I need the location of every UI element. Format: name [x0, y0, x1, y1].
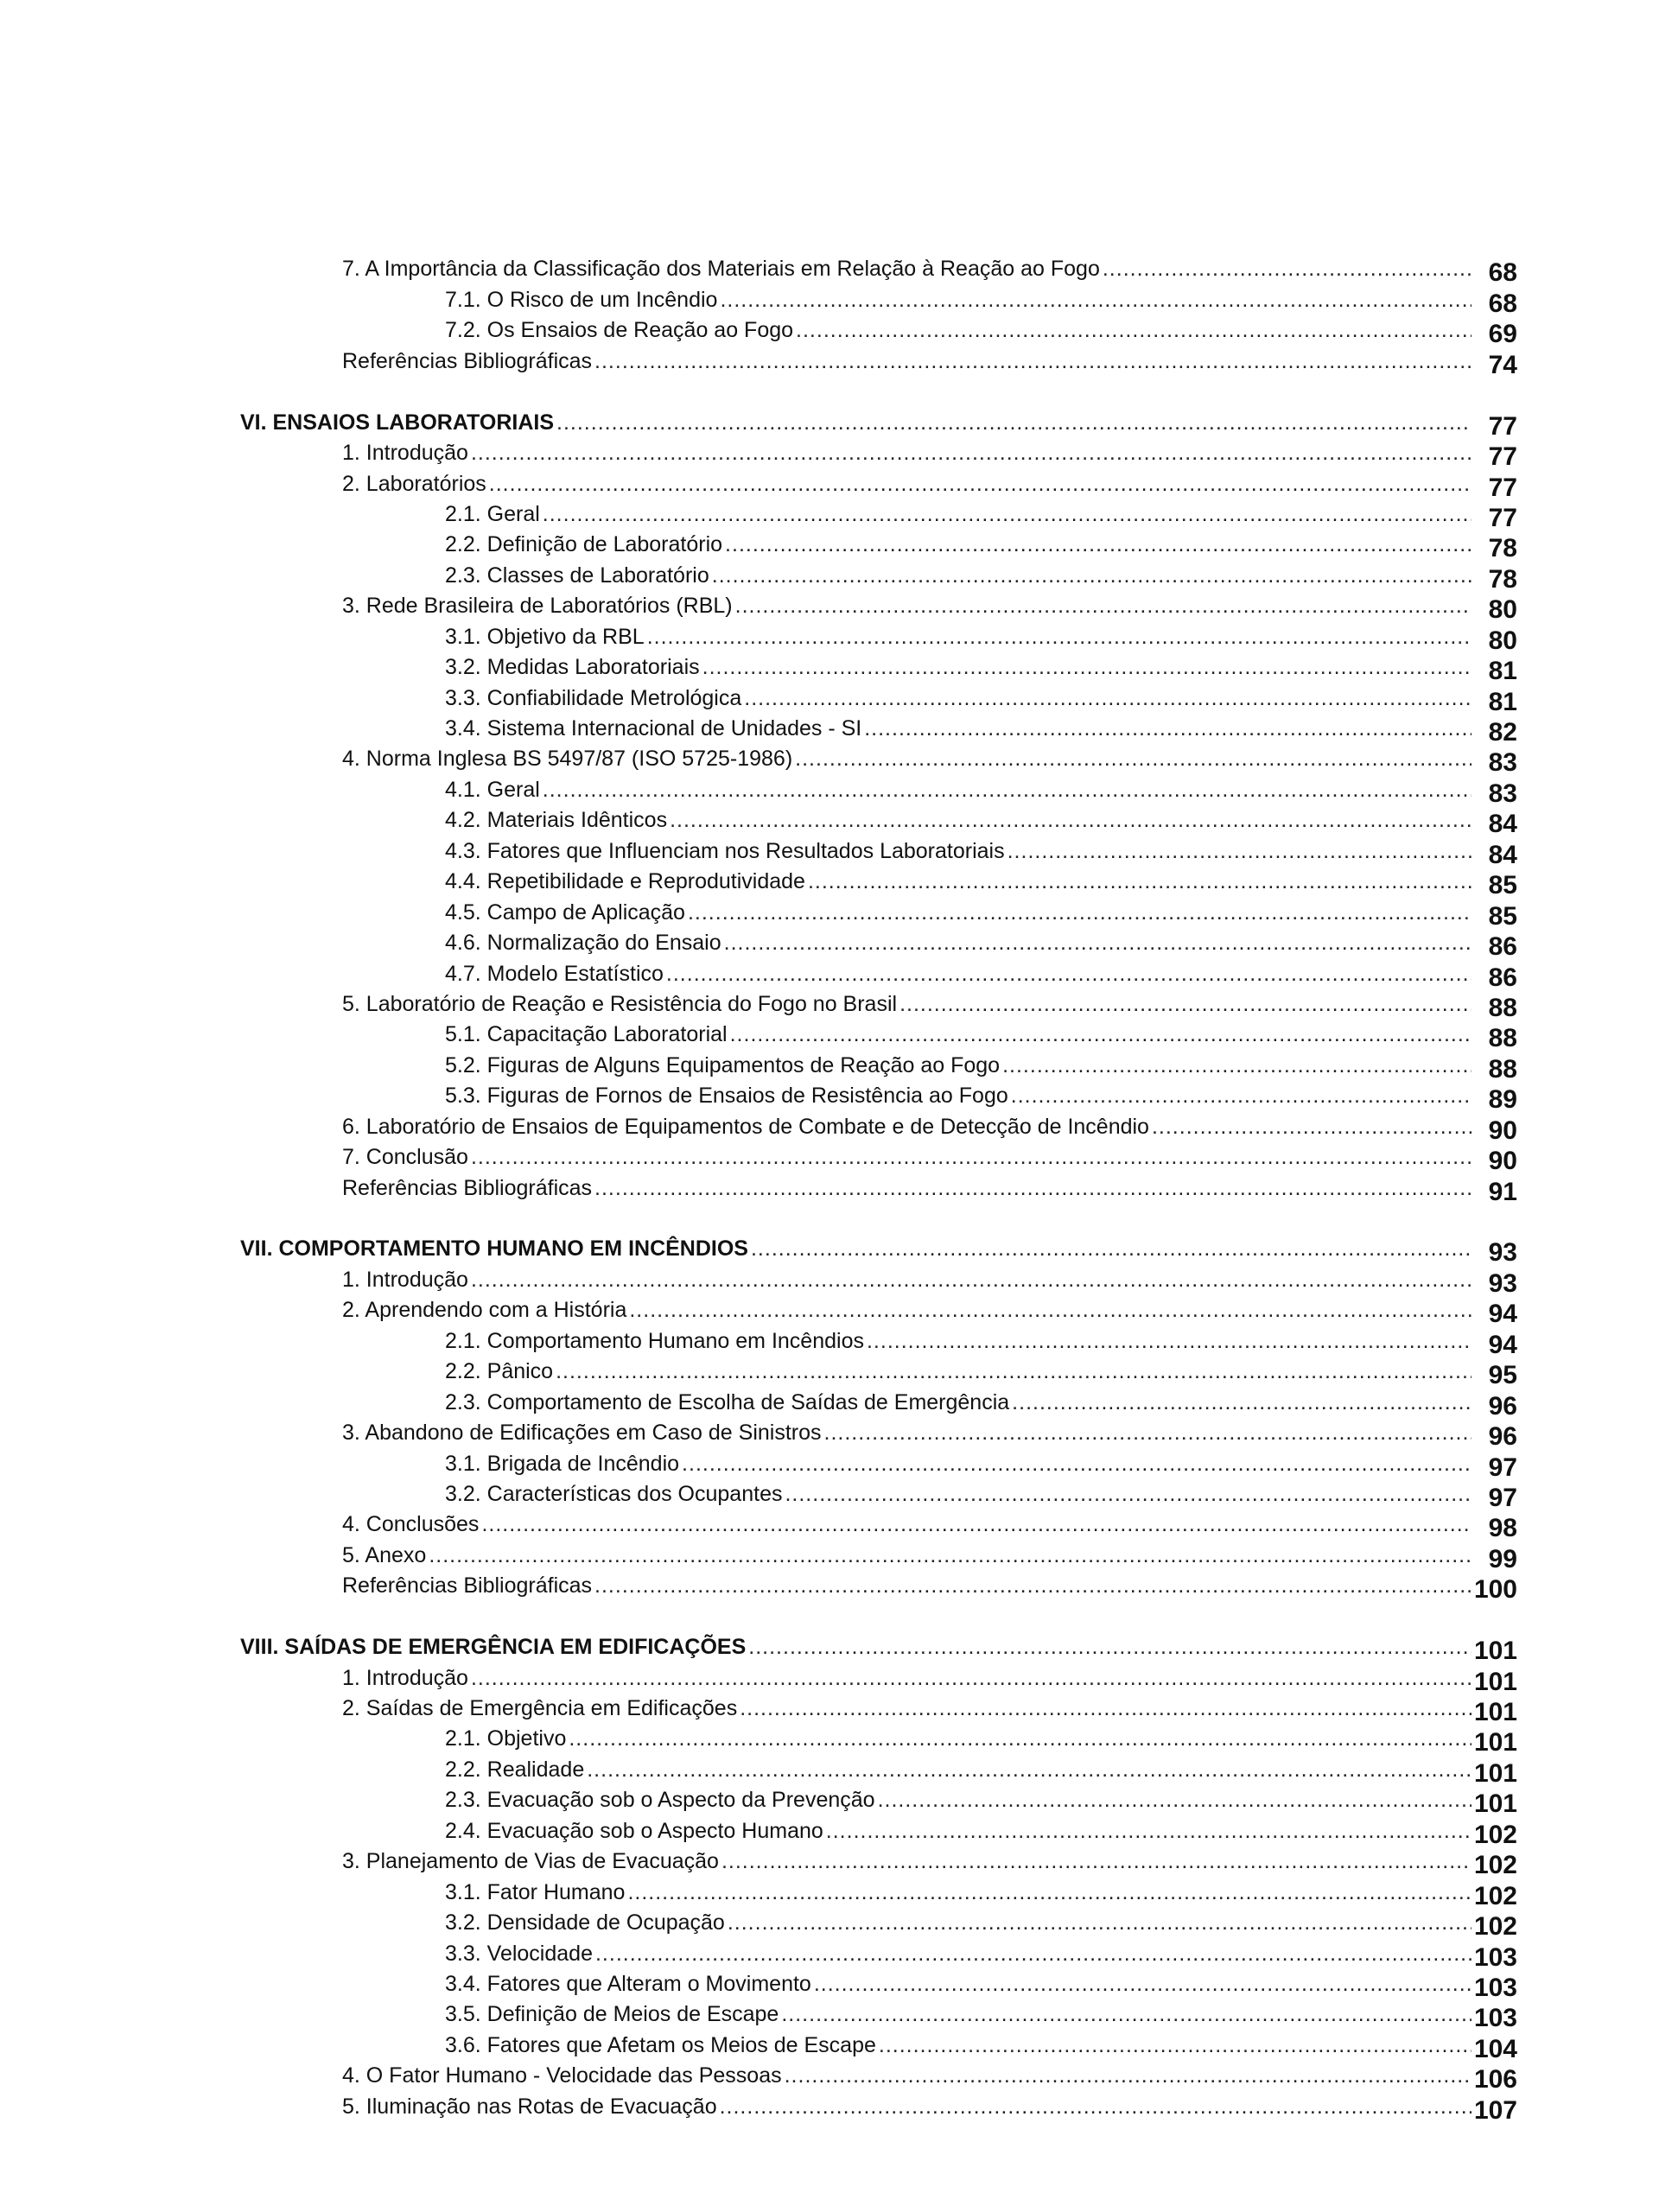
toc-entry	[240, 1568, 1471, 1599]
toc-row	[240, 1262, 1517, 1298]
toc-dot-leader	[471, 1144, 1471, 1170]
toc-entry	[240, 1231, 1471, 1262]
toc-entry-title: 2.3. Comportamento de Escolha de Saídas de Emergência	[445, 1389, 1012, 1415]
toc-row	[240, 557, 1517, 594]
toc-dot-leader	[1011, 1083, 1471, 1109]
toc-row	[240, 1783, 1517, 1819]
toc-entry	[240, 956, 1471, 986]
toc-row	[240, 2088, 1517, 2125]
toc-page-number: 82	[1488, 718, 1517, 747]
toc-entry-title: 4.2. Materiais Idênticos	[445, 807, 670, 833]
toc-dot-leader	[720, 287, 1471, 313]
toc-dot-leader	[725, 531, 1471, 557]
toc-entry-title: 2.2. Definição de Laboratório	[445, 531, 725, 557]
toc-entry	[240, 527, 1471, 557]
toc-entry	[240, 650, 1471, 680]
toc-dot-leader	[688, 899, 1471, 925]
toc-entry-title: 3.5. Definição de Meios de Escape	[445, 2001, 781, 2027]
toc-page-number: 101	[1473, 1637, 1517, 1666]
toc-page-number: 80	[1488, 595, 1517, 625]
toc-entry-title: 1. Introdução	[342, 440, 471, 466]
toc-page-number: 77	[1488, 411, 1517, 441]
toc-dot-leader	[471, 1267, 1471, 1293]
toc-dot-leader	[721, 1848, 1471, 1874]
toc-entry	[240, 741, 1471, 772]
toc-entry-title: 1. Introdução	[342, 1267, 471, 1293]
toc-row	[240, 1384, 1517, 1421]
toc-entry	[240, 1109, 1471, 1139]
toc-row	[240, 680, 1517, 716]
toc-row	[240, 833, 1517, 869]
toc-entry	[240, 1384, 1471, 1414]
toc-dot-leader	[879, 2032, 1471, 2058]
toc-page-number: 102	[1473, 1912, 1517, 1942]
toc-row	[240, 2058, 1517, 2094]
toc-entry-title: Referências Bibliográficas	[342, 1573, 594, 1599]
toc-page-number: 97	[1488, 1483, 1517, 1512]
toc-entry	[240, 404, 1471, 435]
toc-row	[240, 1507, 1517, 1543]
toc-dot-leader	[867, 1328, 1471, 1354]
toc-page-number: 83	[1488, 779, 1517, 808]
toc-dot-leader	[781, 2001, 1471, 2027]
toc-row	[240, 1997, 1517, 2033]
toc-page-number: 88	[1488, 1054, 1517, 1084]
toc-chapter-row	[240, 1231, 1517, 1268]
toc-row	[240, 282, 1517, 318]
toc-entry-title: 4.7. Modelo Estatístico	[445, 961, 666, 987]
toc-entry	[240, 803, 1471, 833]
toc-row	[240, 1537, 1517, 1573]
toc-entry	[240, 1905, 1471, 1936]
toc-entry	[240, 1936, 1471, 1966]
toc-entry	[240, 1660, 1471, 1690]
toc-dot-leader	[824, 1420, 1471, 1446]
toc-page-number: 68	[1488, 289, 1517, 318]
toc-entry-title: Referências Bibliográficas	[342, 1175, 594, 1201]
toc-row	[240, 711, 1517, 747]
toc-row	[240, 1721, 1517, 1758]
toc-entry	[240, 1293, 1471, 1323]
toc-row	[240, 343, 1517, 379]
toc-dot-leader	[785, 2063, 1471, 2088]
toc-entry	[240, 1997, 1471, 2027]
toc-row	[240, 1047, 1517, 1084]
toc-entry-title: 1. Introdução	[342, 1665, 471, 1691]
toc-page-number: 77	[1488, 503, 1517, 532]
toc-dot-leader	[629, 1297, 1471, 1323]
toc-entry	[240, 1721, 1471, 1751]
toc-dot-leader	[594, 1573, 1471, 1599]
toc-entry-title: 7. Conclusão	[342, 1144, 471, 1170]
toc-chapter-row	[240, 1630, 1517, 1666]
toc-entry-title: 2.1. Comportamento Humano em Incêndios	[445, 1328, 867, 1354]
toc-entry	[240, 1874, 1471, 1904]
toc-dot-leader	[569, 1726, 1471, 1751]
toc-entry-title: 3. Planejamento de Vias de Evacuação	[342, 1848, 721, 1874]
toc-entry-title: 3.3. Confiabilidade Metrológica	[445, 685, 744, 711]
toc-entry-title: 4. Conclusões	[342, 1511, 481, 1537]
toc-dot-leader	[489, 471, 1471, 497]
toc-entry	[240, 1262, 1471, 1292]
toc-page-number: 69	[1488, 320, 1517, 349]
toc-dot-leader	[1007, 838, 1471, 864]
toc-entry-title: 2. Saídas de Emergência em Edificações	[342, 1695, 740, 1721]
toc-entry	[240, 711, 1471, 741]
toc-page-number: 90	[1488, 1116, 1517, 1145]
toc-entry-title: 4. O Fator Humano - Velocidade das Pessoas	[342, 2063, 785, 2088]
toc-entry	[240, 1630, 1471, 1660]
toc-entry	[240, 1170, 1471, 1200]
toc-row	[240, 1323, 1517, 1359]
toc-row	[240, 527, 1517, 563]
toc-page-number: 101	[1473, 1758, 1517, 1788]
toc-page-number: 102	[1473, 1851, 1517, 1880]
toc-entry-title: 3.4. Sistema Internacional de Unidades - SI	[445, 715, 864, 741]
toc-dot-leader	[594, 348, 1471, 374]
toc-page-number: 103	[1473, 2004, 1517, 2033]
toc-entry-title: 2. Laboratórios	[342, 471, 489, 497]
toc-row	[240, 1813, 1517, 1849]
toc-dot-leader	[808, 868, 1471, 894]
toc-entry-title: 3.1. Brigada de Incêndio	[445, 1451, 682, 1477]
toc-page-number: 77	[1488, 473, 1517, 502]
toc-entry	[240, 987, 1471, 1017]
toc-entry	[240, 833, 1471, 863]
toc-row	[240, 803, 1517, 839]
toc-page-number: 98	[1488, 1514, 1517, 1543]
toc-entry-title: 7.1. O Risco de um Incêndio	[445, 287, 720, 313]
toc-entry	[240, 1047, 1471, 1077]
toc-dot-leader	[730, 1021, 1471, 1047]
toc-entry-title: 5. Laboratório de Reação e Resistência do Fogo no Brasil	[342, 991, 899, 1017]
toc-entry	[240, 343, 1471, 373]
toc-dot-leader	[682, 1451, 1471, 1477]
toc-entry-title: 4.4. Repetibilidade e Reprodutividade	[445, 868, 808, 894]
toc-dot-leader	[587, 1757, 1471, 1783]
toc-entry	[240, 557, 1471, 588]
toc-page-number: 96	[1488, 1422, 1517, 1452]
toc-entry-title: 2.1. Geral	[445, 501, 543, 527]
toc-dot-leader	[666, 961, 1471, 987]
toc-entry-title: 2.2. Pânico	[445, 1358, 556, 1384]
toc-chapter-title: VI. ENSAIOS LABORATORIAIS	[240, 410, 556, 435]
toc-entry	[240, 680, 1471, 710]
toc-page-number: 86	[1488, 963, 1517, 992]
toc-row	[240, 772, 1517, 808]
toc-row	[240, 1751, 1517, 1788]
toc-entry-title: 2.2. Realidade	[445, 1757, 587, 1783]
toc-page-number: 97	[1488, 1452, 1517, 1482]
toc-entry	[240, 864, 1471, 894]
toc-entry-title: 7. A Importância da Classificação dos Materiais em Relação à Reação ao Fogo	[342, 256, 1103, 282]
toc-page-number: 81	[1488, 687, 1517, 716]
toc-entry-title: 2.3. Classes de Laboratório	[445, 563, 712, 588]
toc-page-number: 84	[1488, 810, 1517, 839]
toc-dot-leader	[429, 1542, 1471, 1568]
toc-row	[240, 2027, 1517, 2063]
toc-dot-leader	[724, 930, 1471, 956]
toc-dot-leader	[481, 1511, 1471, 1537]
toc-row	[240, 619, 1517, 655]
toc-page-number: 94	[1488, 1330, 1517, 1359]
toc-page-number: 68	[1488, 258, 1517, 288]
toc-dot-leader	[702, 654, 1471, 680]
toc-entry-title: 4.5. Campo de Aplicação	[445, 899, 688, 925]
toc-entry	[240, 1415, 1471, 1446]
toc-row	[240, 1936, 1517, 1972]
toc-dot-leader	[712, 563, 1471, 588]
toc-entry	[240, 1813, 1471, 1843]
toc-row	[240, 251, 1517, 288]
toc-entry	[240, 1078, 1471, 1109]
toc-dot-leader	[471, 1665, 1471, 1691]
toc-entry	[240, 1017, 1471, 1047]
toc-entry-title: 5. Anexo	[342, 1542, 429, 1568]
toc-dot-leader	[543, 501, 1471, 527]
table-of-contents	[240, 251, 1517, 2125]
toc-row	[240, 1477, 1517, 1512]
toc-dot-leader	[744, 685, 1471, 711]
toc-entry-title: 3.2. Medidas Laboratoriais	[445, 654, 702, 680]
toc-row	[240, 741, 1517, 778]
toc-entry	[240, 497, 1471, 527]
toc-page-number: 74	[1488, 350, 1517, 379]
toc-entry-title: 4.3. Fatores que Influenciam nos Resultados Laboratoriais	[445, 838, 1007, 864]
toc-row	[240, 1905, 1517, 1942]
toc-dot-leader	[796, 317, 1471, 343]
toc-page-number: 102	[1473, 1881, 1517, 1910]
toc-row	[240, 1078, 1517, 1115]
toc-page-number: 78	[1488, 534, 1517, 563]
toc-row	[240, 497, 1517, 532]
toc-entry	[240, 1354, 1471, 1384]
toc-page-number: 101	[1473, 1667, 1517, 1696]
toc-page-number: 104	[1473, 2034, 1517, 2063]
toc-dot-leader	[471, 440, 1471, 466]
toc-entry	[240, 1323, 1471, 1353]
toc-entry	[240, 1507, 1471, 1537]
toc-page-number: 85	[1488, 901, 1517, 931]
toc-row	[240, 313, 1517, 349]
toc-row	[240, 1017, 1517, 1053]
toc-entry	[240, 1844, 1471, 1874]
toc-row	[240, 1415, 1517, 1452]
toc-dot-leader	[720, 2094, 1471, 2120]
toc-page-number: 91	[1488, 1177, 1517, 1206]
toc-dot-leader	[728, 1910, 1471, 1936]
toc-row	[240, 1446, 1517, 1482]
toc-page-number: 102	[1473, 1820, 1517, 1849]
toc-row	[240, 1170, 1517, 1206]
toc-dot-leader	[1002, 1052, 1471, 1078]
toc-row	[240, 1293, 1517, 1329]
toc-entry-title: 6. Laboratório de Ensaios de Equipamentos de Combate e de Detecção de Incêndio	[342, 1114, 1152, 1140]
toc-row	[240, 956, 1517, 992]
toc-row	[240, 1691, 1517, 1726]
toc-entry-title: Referências Bibliográficas	[342, 348, 594, 374]
toc-chapter-title: VII. COMPORTAMENTO HUMANO EM INCÊNDIOS	[240, 1236, 751, 1262]
toc-row	[240, 1967, 1517, 2002]
toc-page-number: 88	[1488, 1024, 1517, 1053]
toc-page-number: 80	[1488, 626, 1517, 655]
toc-page-number: 103	[1473, 1973, 1517, 2002]
toc-chapter-row	[240, 404, 1517, 441]
toc-entry	[240, 772, 1471, 802]
toc-entry-title: 2.3. Evacuação sob o Aspecto da Prevenção	[445, 1787, 878, 1813]
toc-row	[240, 650, 1517, 686]
toc-page-number: 100	[1473, 1575, 1517, 1605]
toc-page-number: 86	[1488, 932, 1517, 962]
toc-entry	[240, 435, 1471, 466]
toc-entry-title: 5.2. Figuras de Alguns Equipamentos de Reação ao Fogo	[445, 1052, 1002, 1078]
toc-page-number: 77	[1488, 442, 1517, 472]
toc-entry	[240, 251, 1471, 282]
toc-page-number: 90	[1488, 1147, 1517, 1176]
toc-dot-leader	[878, 1787, 1471, 1813]
toc-entry-title: 4.1. Geral	[445, 777, 543, 803]
toc-page-number: 89	[1488, 1085, 1517, 1115]
toc-entry	[240, 1477, 1471, 1507]
toc-page-number: 107	[1473, 2095, 1517, 2125]
toc-row	[240, 1844, 1517, 1880]
toc-dot-leader	[594, 1175, 1471, 1201]
toc-dot-leader	[826, 1818, 1471, 1844]
toc-entry-title: 5. Iluminação nas Rotas de Evacuação	[342, 2094, 720, 2120]
toc-entry-title: 2. Aprendendo com a História	[342, 1297, 629, 1323]
toc-row	[240, 894, 1517, 931]
toc-page-number: 93	[1488, 1238, 1517, 1268]
toc-entry-title: 3.6. Fatores que Afetam os Meios de Escape	[445, 2032, 879, 2058]
toc-page-number: 101	[1473, 1789, 1517, 1819]
toc-entry	[240, 1691, 1471, 1721]
toc-entry	[240, 1751, 1471, 1782]
toc-entry	[240, 1537, 1471, 1567]
toc-page-number: 94	[1488, 1300, 1517, 1329]
toc-entry-title: 3. Abandono de Edificações em Caso de Sinistros	[342, 1420, 824, 1446]
toc-entry	[240, 282, 1471, 312]
toc-entry	[240, 313, 1471, 343]
toc-entry-title: 2.4. Evacuação sob o Aspecto Humano	[445, 1818, 826, 1844]
toc-entry	[240, 619, 1471, 649]
toc-entry-title: 3.2. Características dos Ocupantes	[445, 1481, 785, 1507]
toc-row	[240, 987, 1517, 1022]
toc-dot-leader	[647, 624, 1471, 650]
toc-chapter-title: VIII. SAÍDAS DE EMERGÊNCIA EM EDIFICAÇÕES	[240, 1634, 748, 1660]
toc-page-number: 85	[1488, 871, 1517, 900]
toc-entry	[240, 1967, 1471, 1997]
toc-entry-title: 5.1. Capacitação Laboratorial	[445, 1021, 730, 1047]
toc-page-number: 96	[1488, 1391, 1517, 1421]
toc-entry	[240, 2088, 1471, 2119]
toc-row	[240, 588, 1517, 625]
toc-entry-title: 7.2. Os Ensaios de Reação ao Fogo	[445, 317, 796, 343]
toc-entry	[240, 1446, 1471, 1476]
toc-page-number: 83	[1488, 748, 1517, 778]
toc-page-number: 78	[1488, 564, 1517, 594]
toc-dot-leader	[670, 807, 1471, 833]
toc-page-number: 95	[1488, 1361, 1517, 1390]
toc-row	[240, 1140, 1517, 1176]
toc-entry-title: 3.4. Fatores que Alteram o Movimento	[445, 1971, 814, 1997]
toc-entry	[240, 588, 1471, 619]
toc-entry	[240, 466, 1471, 496]
toc-entry-title: 5.3. Figuras de Fornos de Ensaios de Resistência ao Fogo	[445, 1083, 1011, 1109]
toc-dot-leader	[795, 746, 1471, 772]
toc-dot-leader	[864, 715, 1471, 741]
toc-page-number: 81	[1488, 657, 1517, 686]
toc-dot-leader	[556, 1358, 1471, 1384]
toc-entry	[240, 2027, 1471, 2057]
toc-dot-leader	[748, 1634, 1471, 1660]
toc-entry-title: 3. Rede Brasileira de Laboratórios (RBL)	[342, 593, 735, 619]
toc-row	[240, 925, 1517, 962]
toc-entry-title: 4. Norma Inglesa BS 5497/87 (ISO 5725-1986)	[342, 746, 795, 772]
toc-page-number: 99	[1488, 1544, 1517, 1573]
toc-row	[240, 1874, 1517, 1910]
toc-dot-leader	[1103, 256, 1471, 282]
toc-dot-leader	[899, 991, 1471, 1017]
toc-entry-title: 3.1. Objetivo da RBL	[445, 624, 647, 650]
toc-entry	[240, 894, 1471, 925]
toc-entry	[240, 2058, 1471, 2088]
toc-entry-title: 3.2. Densidade de Ocupação	[445, 1910, 728, 1936]
toc-row	[240, 1568, 1517, 1605]
toc-entry-title: 3.3. Velocidade	[445, 1941, 595, 1967]
toc-dot-leader	[735, 593, 1471, 619]
toc-row	[240, 1660, 1517, 1696]
toc-dot-leader	[543, 777, 1471, 803]
toc-dot-leader	[1012, 1389, 1471, 1415]
toc-page-number: 101	[1473, 1728, 1517, 1758]
toc-entry	[240, 1783, 1471, 1813]
toc-dot-leader	[751, 1236, 1471, 1262]
toc-entry-title: 2.1. Objetivo	[445, 1726, 569, 1751]
toc-row	[240, 1109, 1517, 1145]
toc-entry	[240, 925, 1471, 956]
toc-entry-title: 4.6. Normalização do Ensaio	[445, 930, 724, 956]
toc-page-number: 88	[1488, 993, 1517, 1022]
toc-page-number: 84	[1488, 840, 1517, 869]
toc-dot-leader	[740, 1695, 1471, 1721]
toc-dot-leader	[556, 410, 1471, 435]
toc-entry	[240, 1140, 1471, 1170]
toc-dot-leader	[627, 1879, 1471, 1905]
toc-page-number: 101	[1473, 1698, 1517, 1726]
toc-page-number: 103	[1473, 1942, 1517, 1972]
toc-dot-leader	[595, 1941, 1471, 1967]
toc-row	[240, 864, 1517, 900]
toc-row	[240, 435, 1517, 472]
toc-page-number: 93	[1488, 1268, 1517, 1298]
toc-dot-leader	[814, 1971, 1471, 1997]
toc-row	[240, 466, 1517, 502]
toc-page-number: 106	[1473, 2065, 1517, 2094]
toc-row	[240, 1354, 1517, 1390]
toc-dot-leader	[1152, 1114, 1471, 1140]
toc-entry-title: 3.1. Fator Humano	[445, 1879, 627, 1905]
toc-dot-leader	[785, 1481, 1471, 1507]
